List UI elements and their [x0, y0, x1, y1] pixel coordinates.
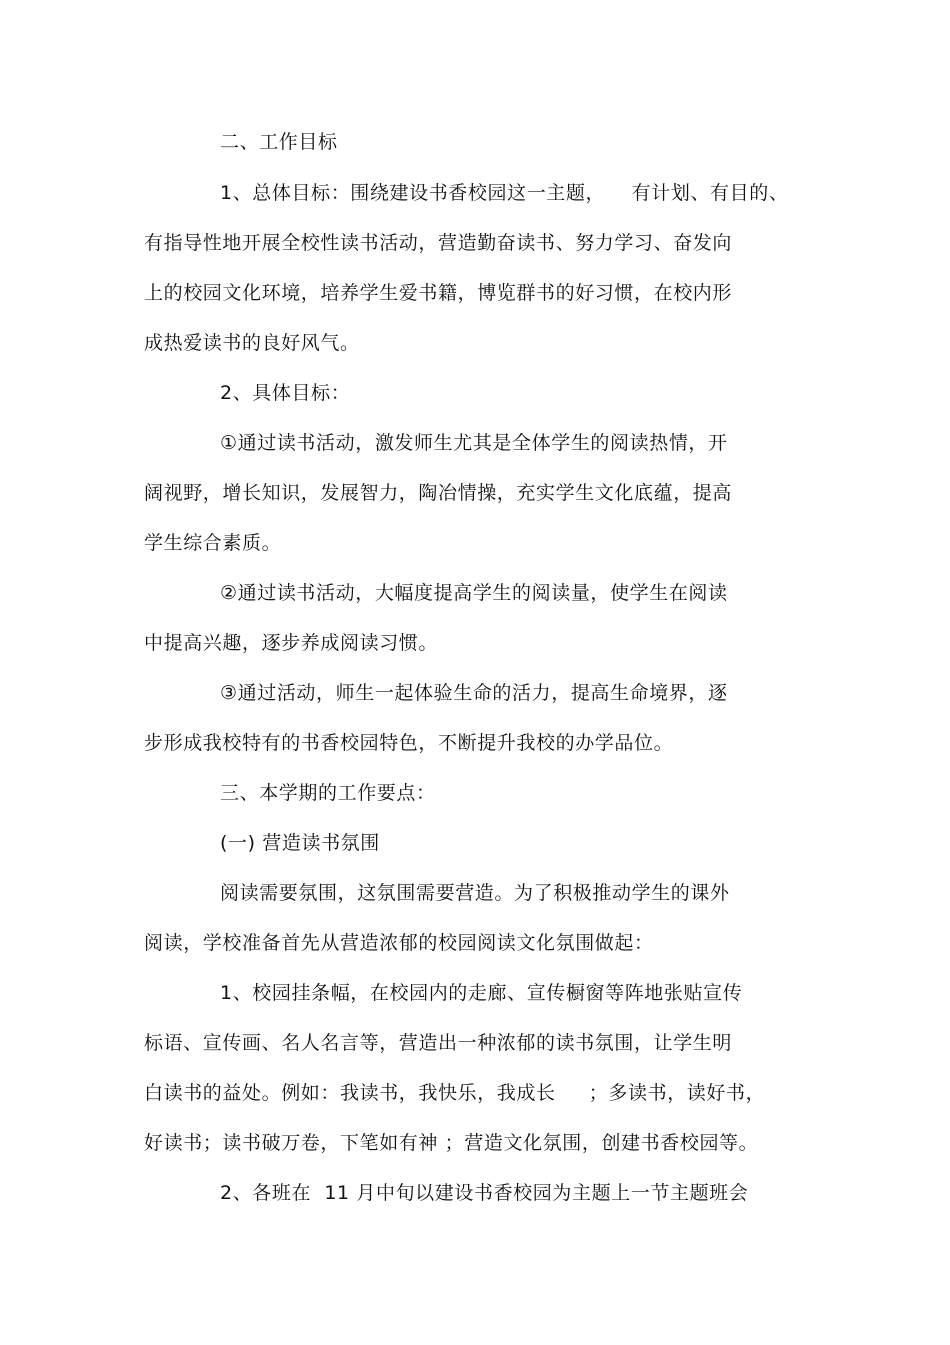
paragraph-line: 上的校园文化环境，培养学生爱书籍，博览群书的好习惯，在校内形 — [144, 282, 733, 304]
paragraph-line: 步形成我校特有的书香校园特色，不断提升我校的办学品位。 — [144, 732, 674, 754]
paragraph-line: 标语、宣传画、名人名言等，营造出一种浓郁的读书氛围，让学生明 — [144, 1032, 733, 1054]
paragraph-line: 2、各班在 11 月中旬以建设书香校园为主题上一节主题班会 — [220, 1182, 749, 1204]
paragraph-line: 阅读需要氛围，这氛围需要营造。为了积极推动学生的课外 — [220, 882, 730, 904]
paragraph-line: ①通过读书活动，激发师生尤其是全体学生的阅读热情，开 — [220, 432, 728, 454]
paragraph-line: 1、校园挂条幅，在校园内的走廊、宣传橱窗等阵地张贴宣传 — [220, 982, 743, 1004]
heading-work-goals: 二、工作目标 — [220, 131, 338, 153]
paragraph-line: 阅读，学校准备首先从营造浓郁的校园阅读文化氛围做起： — [144, 932, 654, 954]
paragraph-line: ③通过活动，师生一起体验生命的活力，提高生命境界，逐 — [220, 682, 728, 704]
paragraph-line: 学生综合素质。 — [144, 532, 282, 554]
paragraph-line: 好读书；读书破万卷，下笔如有神 ；营造文化氛围，创建书香校园等。 — [144, 1132, 759, 1154]
paragraph-line: 中提高兴趣，逐步养成阅读习惯。 — [144, 632, 439, 654]
subheading-specific-goals: 2、具体目标： — [220, 382, 351, 404]
paragraph-line: 阔视野，增长知识，发展智力，陶冶情操，充实学生文化底蕴，提高 — [144, 482, 733, 504]
subheading-reading-atmosphere: (一) 营造读书氛围 — [220, 832, 380, 854]
paragraph-line: 成热爱读书的良好风气。 — [144, 332, 360, 354]
paragraph-line: 1、总体目标：围绕建设书香校园这一主题， 有计划、有目的、 — [220, 182, 789, 204]
paragraph-line: ②通过读书活动，大幅度提高学生的阅读量，使学生在阅读 — [220, 582, 728, 604]
heading-semester-points: 三、本学期的工作要点： — [220, 782, 436, 804]
paragraph-line: 白读书的益处。例如：我读书，我快乐，我成长 ；多读书，读好书， — [144, 1082, 766, 1104]
paragraph-line: 有指导性地开展全校性读书活动，营造勤奋读书、努力学习、奋发向 — [144, 232, 733, 254]
